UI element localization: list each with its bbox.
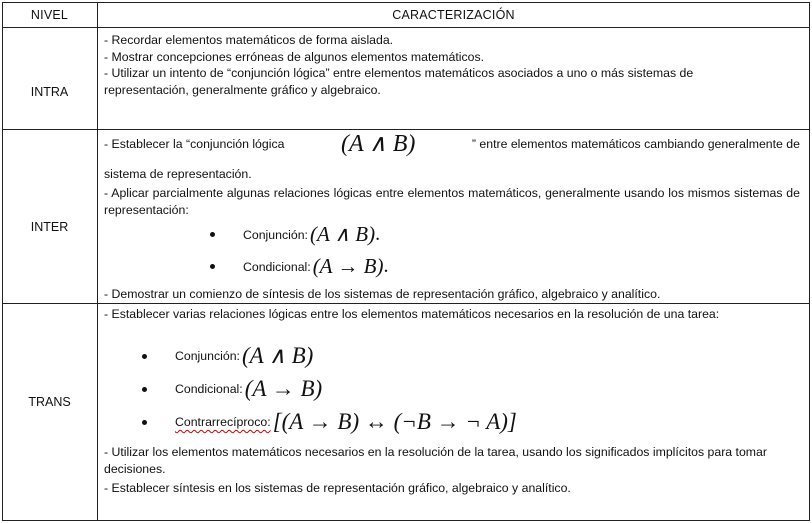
inter-bullet-1-suffix: . bbox=[375, 223, 381, 245]
trans-bullet-3-label: Contrarrecíproco: bbox=[175, 415, 271, 429]
bullet-dot bbox=[142, 420, 147, 425]
trans-bullet-conjuncion bbox=[142, 343, 313, 369]
trans-bullet-2-label: Condicional: bbox=[175, 382, 243, 396]
intra-line-4: representación, generalmente gráfico y algebraico. bbox=[104, 82, 381, 97]
inter-paragraph-3: - Demostrar un comienzo de síntesis de los sistemas de representación gráfico, algebraico y analítico. bbox=[104, 287, 661, 301]
bullet-dot bbox=[142, 387, 147, 392]
inter-p1-formula: (A ∧ B) bbox=[340, 131, 416, 157]
trans-bullet-contrarreciproco bbox=[142, 409, 517, 435]
trans-bullet-condicional bbox=[142, 376, 322, 402]
table-border-right bbox=[809, 2, 810, 521]
row-divider-inter bbox=[2, 303, 810, 304]
intra-line-1: - Recordar elementos matemáticos de forma aislada. bbox=[104, 33, 394, 47]
table-border-left bbox=[2, 2, 3, 521]
level-inter: INTER bbox=[30, 220, 69, 234]
trans-paragraph-3: - Establecer síntesis en los sistemas de representación gráfico, algebraico y analítico. bbox=[104, 481, 571, 495]
intra-line-3: - Utilizar un intento de “conjunción lógica” entre elementos matemáticos asociados a uno o más sistemas de bbox=[104, 66, 694, 80]
inter-bullet-condicional bbox=[210, 254, 388, 279]
trans-bullet-1-formula: (A ∧ B) bbox=[241, 343, 314, 368]
row-divider-intra bbox=[2, 129, 810, 130]
inter-bullet-2-suffix: . bbox=[383, 255, 389, 277]
inter-bullet-conjuncion bbox=[210, 222, 380, 247]
trans-paragraph-1: - Establecer varias relaciones lógicas entre los elementos matemáticos necesarios en la resolución de una tarea: bbox=[104, 307, 720, 321]
bullet-dot bbox=[142, 354, 147, 359]
inter-bullet-2-label: Condicional: bbox=[243, 259, 311, 274]
inter-p1-before: - Establecer la “conjunción lógica bbox=[104, 137, 285, 151]
trans-bullet-2-formula: (A → B) bbox=[244, 376, 323, 401]
inter-p1-line2: sistema de representación. bbox=[104, 167, 252, 181]
header-divider bbox=[2, 27, 810, 28]
column-divider bbox=[97, 2, 98, 521]
inter-bullet-2-formula: (A → B) bbox=[312, 254, 384, 278]
header-nivel: NIVEL bbox=[30, 8, 69, 22]
intra-line-2: - Mostrar concepciones erróneas de algunos elementos matemáticos. bbox=[104, 49, 485, 64]
inter-bullet-1-label: Conjunción: bbox=[243, 227, 308, 242]
table-border-bottom bbox=[2, 520, 810, 521]
trans-bullet-3-formula: [(A → B) ↔ (¬B → ¬ A)] bbox=[272, 409, 517, 434]
intra-description bbox=[104, 32, 800, 98]
trans-bullet-1-label: Conjunción: bbox=[175, 349, 240, 363]
header-caracterizacion: CARACTERIZACIÓN bbox=[392, 8, 515, 22]
inter-paragraph-1 bbox=[104, 131, 800, 157]
characterization-table bbox=[2, 2, 810, 521]
inter-paragraph-2: - Aplicar parcialmente algunas relaciones lógicas entre elementos matemáticos, generalmente usando los mismos sistemas de representación: bbox=[104, 186, 800, 217]
bullet-dot bbox=[210, 264, 215, 269]
trans-paragraph-2: - Utilizar los elementos matemáticos necesarios en la resolución de la tarea, usando los significados implícitos para tomar decisiones. bbox=[104, 445, 767, 476]
bullet-dot bbox=[210, 232, 215, 237]
level-trans: TRANS bbox=[28, 395, 71, 409]
level-intra: INTRA bbox=[30, 85, 69, 99]
inter-bullet-1-formula: (A ∧ B) bbox=[309, 222, 376, 246]
inter-p1-after: ” entre elementos matemáticos cambiando generalmente de bbox=[471, 137, 800, 151]
